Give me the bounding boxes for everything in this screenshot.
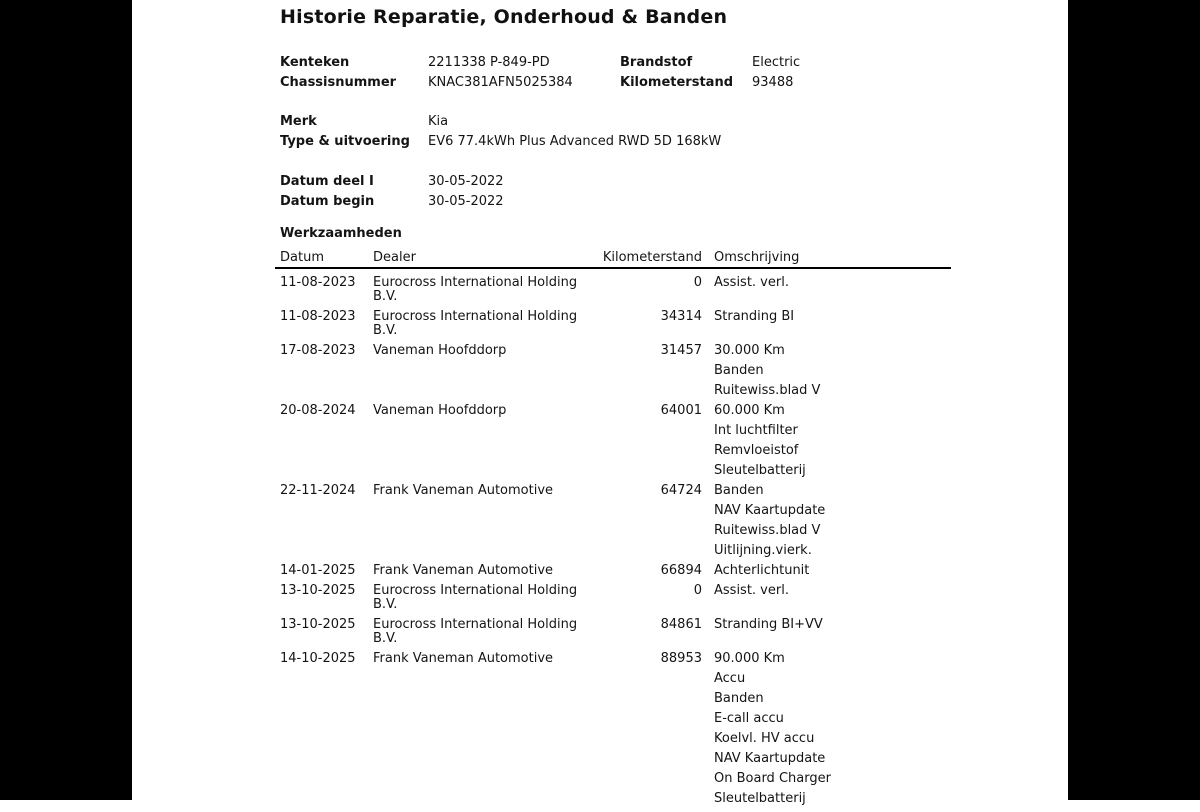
- info-group-registration: [280, 56, 573, 96]
- table-row: [280, 584, 960, 618]
- info-row-kenteken: [280, 56, 573, 76]
- info-row-datum-deel-i: [280, 175, 504, 195]
- column-header-kilometerstand: Kilometerstand: [602, 250, 702, 265]
- omschrijving-line: Sleutelbatterij: [714, 463, 806, 478]
- row-kilometerstand: 0: [693, 583, 702, 598]
- omschrijving-line: Accu: [714, 671, 746, 686]
- omschrijving-line: Sleutelbatterij: [714, 791, 806, 806]
- werkzaamheden-table: [280, 251, 960, 812]
- row-omschrijving: [714, 584, 951, 604]
- field-value: KNAC381AFN5025384: [428, 75, 573, 90]
- info-row-type-uitvoering: [280, 135, 721, 155]
- omschrijving-line: Assist. verl.: [714, 275, 789, 290]
- dealer-line: B.V.: [373, 289, 398, 304]
- field-label: Merk: [280, 114, 317, 129]
- omschrijving-line: Ruitewiss.blad V: [714, 383, 821, 398]
- row-datum: 13-10-2025: [280, 583, 356, 598]
- omschrijving-line: Int luchtfilter: [714, 423, 798, 438]
- row-datum: 11-08-2023: [280, 275, 356, 290]
- row-datum: 20-08-2024: [280, 403, 356, 418]
- werkzaamheden-heading: Werkzaamheden: [280, 226, 402, 241]
- row-dealer: [373, 652, 611, 672]
- omschrijving-line: NAV Kaartupdate: [714, 503, 826, 518]
- row-datum: 14-10-2025: [280, 651, 356, 666]
- omschrijving-line: Assist. verl.: [714, 583, 789, 598]
- omschrijving-line: Uitlijning.vierk.: [714, 543, 812, 558]
- row-kilometerstand: 84861: [660, 617, 702, 632]
- table-row: [280, 564, 960, 584]
- row-omschrijving: [714, 564, 951, 584]
- letterbox-left: [0, 0, 132, 800]
- dealer-line: B.V.: [373, 631, 398, 646]
- row-omschrijving: [714, 404, 951, 484]
- dealer-line: Vaneman Hoofddorp: [373, 343, 507, 358]
- omschrijving-line: Banden: [714, 363, 764, 378]
- row-datum: 14-01-2025: [280, 563, 356, 578]
- dealer-line: Frank Vaneman Automotive: [373, 563, 554, 578]
- omschrijving-line: Remvloeistof: [714, 443, 799, 458]
- dealer-line: Eurocross International Holding: [373, 275, 578, 290]
- table-row: [280, 618, 960, 652]
- omschrijving-line: Stranding BI+VV: [714, 617, 823, 632]
- column-header-omschrijving: Omschrijving: [714, 250, 800, 265]
- row-omschrijving: [714, 276, 951, 296]
- row-dealer: [373, 618, 611, 652]
- row-dealer: [373, 584, 611, 618]
- dealer-line: B.V.: [373, 597, 398, 612]
- info-row-merk: [280, 115, 721, 135]
- row-datum: 17-08-2023: [280, 343, 356, 358]
- dealer-line: Vaneman Hoofddorp: [373, 403, 507, 418]
- info-row-brandstof: [620, 56, 800, 76]
- omschrijving-line: Achterlichtunit: [714, 563, 810, 578]
- field-label: Datum deel I: [280, 174, 374, 189]
- table-row: [280, 276, 960, 310]
- field-value: 30-05-2022: [428, 174, 504, 189]
- table-row: [280, 310, 960, 344]
- page-title: Historie Reparatie, Onderhoud & Banden: [280, 6, 728, 28]
- row-omschrijving: [714, 618, 951, 638]
- row-datum: 11-08-2023: [280, 309, 356, 324]
- field-value: 93488: [752, 75, 794, 90]
- field-label: Type & uitvoering: [280, 134, 410, 149]
- document-page: [132, 0, 1068, 806]
- info-group-status: [620, 56, 800, 96]
- row-datum: 22-11-2024: [280, 483, 356, 498]
- field-value: 30-05-2022: [428, 194, 504, 209]
- info-group-dates: [280, 175, 504, 215]
- row-kilometerstand: 64001: [660, 403, 702, 418]
- field-label: Kilometerstand: [620, 75, 734, 90]
- table-row: [280, 404, 960, 484]
- row-kilometerstand: 66894: [660, 563, 702, 578]
- dealer-line: Frank Vaneman Automotive: [373, 651, 554, 666]
- field-value: 2211338 P-849-PD: [428, 55, 550, 70]
- field-label: Kenteken: [280, 55, 350, 70]
- field-label: Brandstof: [620, 55, 693, 70]
- row-dealer: [373, 310, 611, 344]
- dealer-line: Frank Vaneman Automotive: [373, 483, 554, 498]
- row-kilometerstand: 34314: [660, 309, 702, 324]
- table-row: [280, 652, 960, 812]
- omschrijving-line: 60.000 Km: [714, 403, 785, 418]
- omschrijving-line: Banden: [714, 483, 764, 498]
- row-kilometerstand: 0: [693, 275, 702, 290]
- omschrijving-line: NAV Kaartupdate: [714, 751, 826, 766]
- table-header-row: [280, 251, 960, 266]
- field-value: Electric: [752, 55, 801, 70]
- omschrijving-line: Ruitewiss.blad V: [714, 523, 821, 538]
- field-value: EV6 77.4kWh Plus Advanced RWD 5D 168kW: [428, 134, 722, 149]
- info-row-kilometerstand: [620, 76, 800, 96]
- row-dealer: [373, 276, 611, 310]
- field-label: Datum begin: [280, 194, 375, 209]
- row-dealer: [373, 484, 611, 504]
- row-dealer: [373, 404, 611, 424]
- omschrijving-line: 90.000 Km: [714, 651, 785, 666]
- header-divider: [275, 267, 951, 269]
- column-header-dealer: Dealer: [373, 250, 416, 265]
- omschrijving-line: Stranding BI: [714, 309, 795, 324]
- row-omschrijving: [714, 484, 951, 564]
- field-value: Kia: [428, 114, 449, 129]
- omschrijving-line: Koelvl. HV accu: [714, 731, 815, 746]
- dealer-line: Eurocross International Holding: [373, 309, 578, 324]
- row-kilometerstand: 64724: [660, 483, 702, 498]
- field-label: Chassisnummer: [280, 75, 397, 90]
- row-kilometerstand: 88953: [660, 651, 702, 666]
- table-row: [280, 344, 960, 404]
- row-dealer: [373, 344, 611, 364]
- dealer-line: Eurocross International Holding: [373, 617, 578, 632]
- table-row: [280, 484, 960, 564]
- letterbox-right: [1068, 0, 1200, 800]
- row-omschrijving: [714, 652, 951, 812]
- row-dealer: [373, 564, 611, 584]
- row-kilometerstand: 31457: [660, 343, 702, 358]
- info-group-vehicle: [280, 115, 721, 155]
- omschrijving-line: Banden: [714, 691, 764, 706]
- column-header-datum: Datum: [280, 250, 324, 265]
- omschrijving-line: On Board Charger: [714, 771, 831, 786]
- omschrijving-line: 30.000 Km: [714, 343, 785, 358]
- dealer-line: Eurocross International Holding: [373, 583, 578, 598]
- row-datum: 13-10-2025: [280, 617, 356, 632]
- info-row-chassisnummer: [280, 76, 573, 96]
- info-row-datum-begin: [280, 195, 504, 215]
- omschrijving-line: E-call accu: [714, 711, 784, 726]
- row-omschrijving: [714, 310, 951, 330]
- row-omschrijving: [714, 344, 951, 404]
- dealer-line: B.V.: [373, 323, 398, 338]
